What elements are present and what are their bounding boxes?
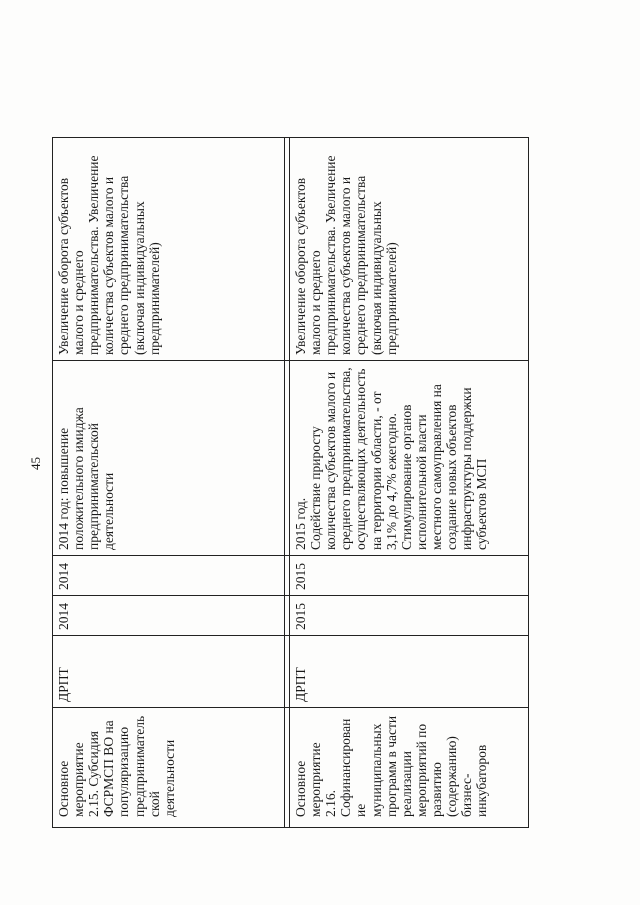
- executor-cell: ДРПТ: [290, 636, 529, 708]
- start-year-cell: 2015: [290, 596, 529, 636]
- table-row: [53, 138, 285, 828]
- end-year-cell: 2015: [290, 556, 529, 596]
- result-line: Стимулирование органов исполнительной власти местного самоуправления на создание новых объектов инфраструктуры поддержки субъектов МСП: [398, 384, 490, 550]
- page-number: 45: [28, 457, 43, 470]
- table-row: [290, 138, 529, 828]
- measures-table-rotated: [52, 138, 522, 828]
- result-cell: 2014 год: повышение положительного имиджа предпринимательской деятельности: [53, 361, 285, 556]
- measure-cell: Основное мероприятие 2.15. Субсидия ФСРМСП ВО на популяризацию предпринимательской деятельности: [53, 708, 285, 828]
- end-year-cell: 2014: [53, 556, 285, 596]
- executor-cell: ДРПТ: [53, 636, 285, 708]
- result-line: 2015 год.: [293, 497, 308, 550]
- result-line: Содействие приросту количества субъектов малого и среднего предпринимательства, осуществляющих деятельность на территории области, - от 3,1% до 4,7% ежегодно.: [308, 367, 399, 550]
- measures-table: [52, 137, 529, 828]
- result-cell: [290, 361, 529, 556]
- effect-cell: Увеличение оборота субъектов малого и среднего предпринимательства. Увеличение количества субъектов малого и среднего предпринимательства (включая индивидуальных предпринимателей): [290, 138, 529, 361]
- start-year-cell: 2014: [53, 596, 285, 636]
- effect-cell: Увеличение оборота субъектов малого и среднего предпринимательства. Увеличение количества субъектов малого и среднего предпринимательства (включая индивидуальных предпринимателей): [53, 138, 285, 361]
- measure-cell: Основное мероприятие 2.16. Софинансирование муниципальных программ в части реализации мероприятий по развитию (содержанию) бизнес-инкубаторов: [290, 708, 529, 828]
